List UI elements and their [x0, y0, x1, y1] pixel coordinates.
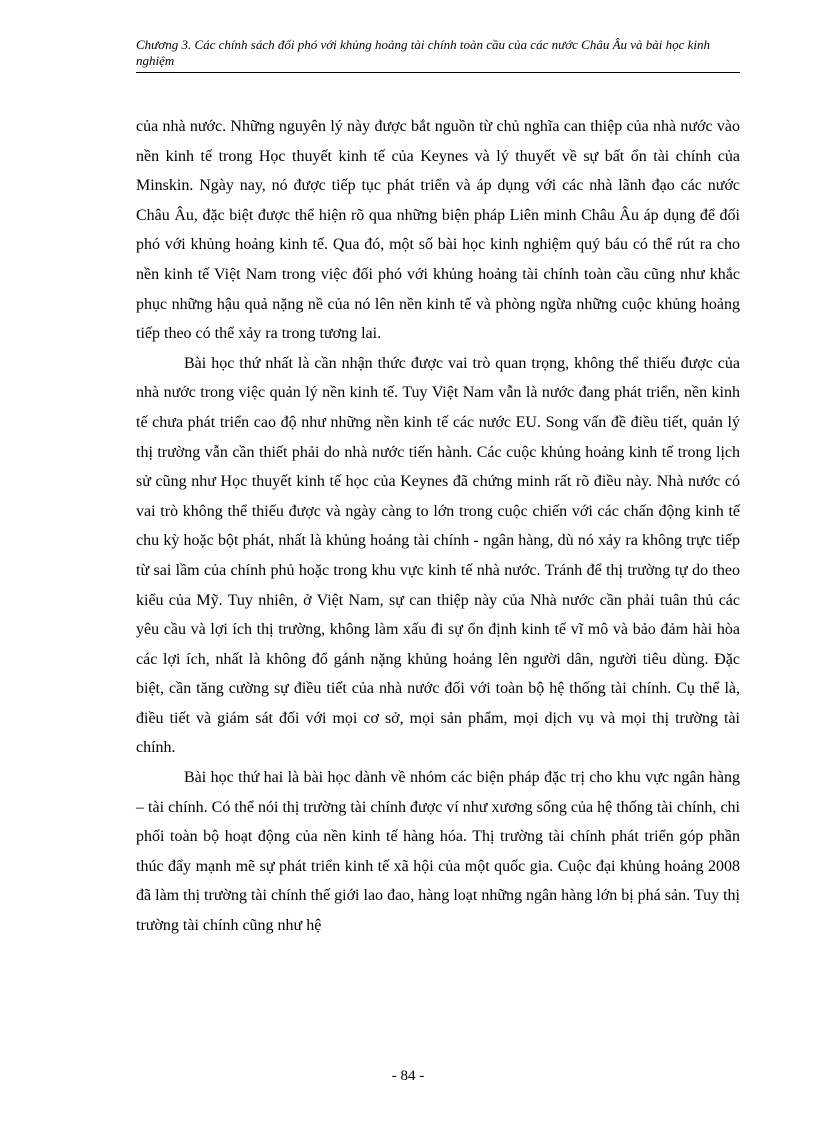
page-number: - 84 - [391, 1068, 425, 1084]
page-body [136, 112, 740, 941]
paragraph-1: của nhà nước. Những nguyên lý này được bắt nguồn từ chủ nghĩa can thiệp của nhà nước vào nền kinh tế trong Học thuyết kinh tế của Keynes và lý thuyết về sự bất ổn tài chính của Minskin. Ngày nay, nó được tiếp tục phát triển và áp dụng với các nhà lãnh đạo các nước Châu Âu, đặc biệt được thể hiện rõ qua những biện pháp Liên minh Châu Âu áp dụng để đối phó với khủng hoảng kinh tế. Qua đó, một số bài học kinh nghiệm quý báu có thể rút ra cho nền kinh tế Việt Nam trong việc đối phó với khủng hoảng tài chính toàn cầu cũng như khắc phục những hậu quả nặng nề của nó lên nền kinh tế và phòng ngừa những cuộc khủng hoảng tiếp theo có thể xảy ra trong tương lai. [136, 118, 740, 343]
running-header: Chương 3. Các chính sách đối phó với khủng hoảng tài chính toàn cầu của các nước Châu Âu và bài học kinh nghiệm [136, 37, 740, 73]
paragraph-2: Bài học thứ nhất là cần nhận thức được vai trò quan trọng, không thể thiếu được của nhà nước trong việc quản lý nền kinh tế. Tuy Việt Nam vẫn là nước đang phát triển, nền kinh tế chưa phát triển cao độ như những nền kinh tế các nước EU. Song vấn đề điều tiết, quản lý thị trường vẫn cần thiết phải do nhà nước tiến hành. Các cuộc khủng hoảng kinh tế trong lịch sử cũng như Học thuyết kinh tế học của Keynes đã chứng minh rất rõ điều này. Nhà nước có vai trò không thể thiếu được và ngày càng to lớn trong cuộc chiến với các chấn động kinh tế chu kỳ hoặc bột phát, nhất là khủng hoảng tài chính - ngân hàng, dù nó xảy ra không trực tiếp từ sai lầm của chính phủ hoặc trong khu vực kinh tế nhà nước. Tránh để thị trường tự do theo kiểu của Mỹ. Tuy nhiên, ở Việt Nam, sự can thiệp này của Nhà nước cần phải tuân thủ các yêu cầu và lợi ích thị trường, không làm xấu đi sự ổn định kinh tế vĩ mô và bảo đảm hài hòa các lợi ích, nhất là không đổ gánh nặng khủng hoảng lên người dân, người tiêu dùng. Đặc biệt, cần tăng cường sự điều tiết của nhà nước đối với toàn bộ hệ thống tài chính. Cụ thể là, điều tiết và giám sát đối với mọi cơ sở, mọi sản phẩm, mọi dịch vụ và mọi thị trường tài chính. [136, 354, 740, 757]
paragraph-3: Bài học thứ hai là bài học dành về nhóm các biện pháp đặc trị cho khu vực ngân hàng – tài chính. Có thể nói thị trường tài chính được ví như xương sống của hệ thống tài chính, chi phối toàn bộ hoạt động của nền kinh tế hàng hóa. Thị trường tài chính phát triển góp phần thúc đẩy mạnh mẽ sự phát triển kinh tế xã hội của một quốc gia. Cuộc đại khủng hoảng 2008 đã làm thị trường tài chính thế giới lao đao, hàng loạt những ngân hàng lớn bị phá sản. Tuy thị trường tài chính cũng như hệ [136, 769, 740, 935]
